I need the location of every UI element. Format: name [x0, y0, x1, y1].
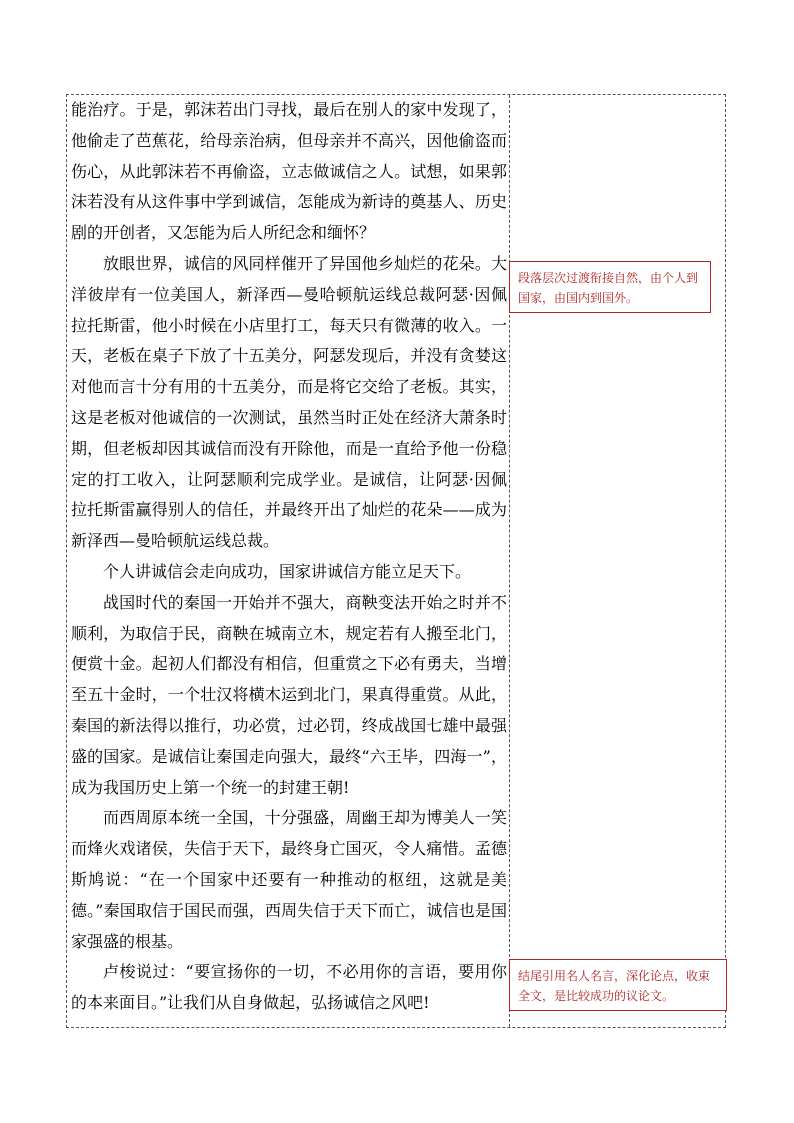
document-frame — [66, 94, 726, 1028]
paragraph-rousseau: 卢梭说过：“要宣扬你的一切，不必用你的言语，要用你的本来面目。”让我们从自身做起，弘扬诚信之风吧! — [71, 962, 507, 1013]
column-divider — [509, 95, 510, 1027]
paragraph-arthur: 放眼世界，诚信的风同样催开了异国他乡灿烂的花朵。大洋彼岸有一位美国人，新泽西—曼哈顿航运线总裁阿瑟·因佩拉托斯雷，他小时候在小店里打工，每天只有微薄的收入。一天，老板在桌子下放了十五美分，阿瑟发现后，并没有贪婪这对他而言十分有用的十五美分，而是将它交给了老板。其实，这是老板对他诚信的一次测试，虽然当时正处在经济大萧条时期，但老板却因其诚信而没有开除他，而是一直给予他一份稳定的打工收入，让阿瑟顺利完成学业。是诚信，让阿瑟·因佩拉托斯雷赢得别人的信任，并最终开出了灿烂的花朵——成为新泽西—曼哈顿航运线总裁。 — [71, 253, 507, 551]
paragraph-guo-moruo: 能治疗。于是，郭沫若出门寻找，最后在别人的家中发现了，他偷走了芭蕉花，给母亲治病，但母亲并不高兴，因他偷盗而伤心，从此郭沫若不再偷盗，立志做诚信之人。试想，如果郭沫若没有从这件事中学到诚信，怎能成为新诗的奠基人、历史剧的开创者，又怎能为后人所纪念和缅怀？ — [71, 100, 507, 243]
paragraph-qin: 战国时代的秦国一开始并不强大，商鞅变法开始之时并不顺利，为取信于民，商鞅在城南立木，规定若有人搬至北门，便赏十金。起初人们都没有相信，但重赏之下必有勇夫，当增至五十金时，一个壮汉将横木运到北门，果真得重赏。从此，秦国的新法得以推行，功必赏，过必罚，终成战国七雄中最强盛的国家。是诚信让秦国走向强大，最终“六王毕，四海一”，成为我国历史上第一个统一的封建王朝! — [71, 592, 507, 797]
paragraph-transition: 个人讲诚信会走向成功，国家讲诚信方能立足天下。 — [103, 561, 472, 581]
essay-body — [71, 95, 507, 1019]
annotation-transition: 段落层次过渡衔接自然，由个人到国家，由国内到国外。 — [509, 261, 711, 313]
paragraph-western-zhou: 而西周原本统一全国，十分强盛，周幽王却为博美人一笑而烽火戏诸侯，失信于天下，最终身亡国灭，令人痛惜。孟德斯鸠说：“在一个国家中还要有一种推动的枢纽，这就是美德。”秦国取信于国民而强，西周失信于天下而亡，诚信也是国家强盛的根基。 — [71, 808, 507, 951]
annotation-conclusion: 结尾引用名人名言，深化论点，收束全文，是比较成功的议论文。 — [509, 959, 727, 1011]
